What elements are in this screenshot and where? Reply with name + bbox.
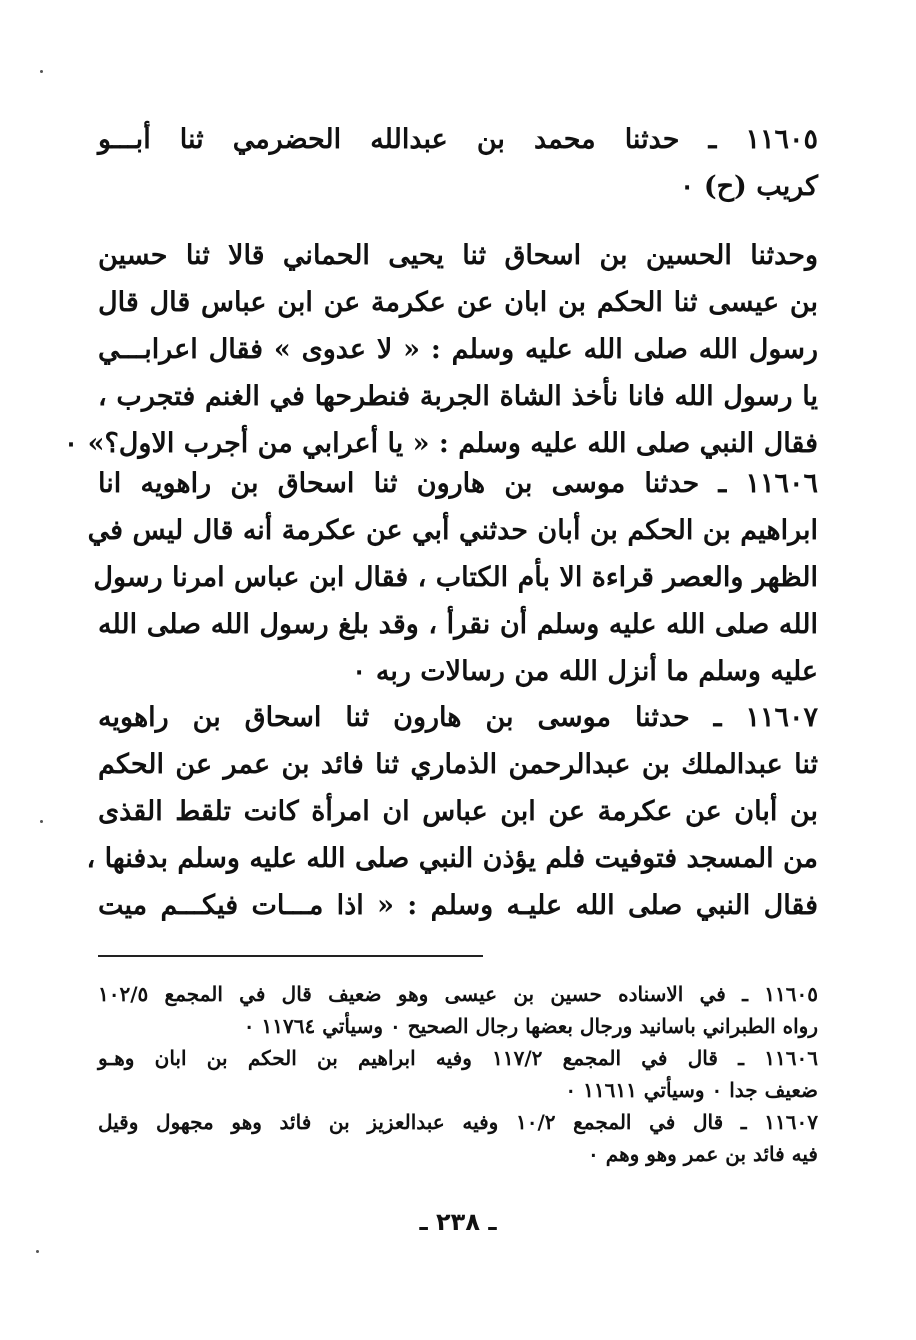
text-line: من المسجد فتوفيت فلم يؤذن النبي صلى الله عليه وسلم بدفنها ، [86, 843, 818, 874]
footnote-line: رواه الطبراني باسانيد ورجال بعضها رجال الصحيح ٠ وسيأتي ١١٧٦٤ ٠ [243, 1014, 818, 1038]
text-line: الظهر والعصر قراءة الا بأم الكتاب ، فقال ابن عباس امرنا رسول [93, 562, 818, 593]
footnote-line: فيه فائد بن عمر وهو وهم ٠ [588, 1142, 818, 1166]
text-line: ١١٦٠٧ ـ حدثنا موسى بن هارون ثنا اسحاق بن راهويه [98, 702, 818, 733]
text-line: رسول الله صلى الله عليه وسلم : « لا عدوى » فقال اعرابـــي [98, 334, 818, 365]
hadith-11605-body [63, 232, 818, 467]
text-line: ١١٦٠٦ ـ حدثنا موسى بن هارون ثنا اسحاق بن راهويه انا [98, 468, 818, 499]
scan-speck [40, 70, 43, 73]
text-line: عليه وسلم ما أنزل الله من رسالات ربه ٠ [351, 656, 818, 687]
hadith-11606 [87, 460, 818, 695]
text-line: فقال النبي صلى الله عليـه وسلم : « اذا مـــات فيكـــم ميت [98, 890, 818, 921]
scan-speck [40, 820, 43, 823]
footnote-line: ضعيف جدا ٠ وسيأتي ١١٦١١ ٠ [565, 1078, 818, 1102]
text-line: ١١٦٠٥ ـ حدثنا محمد بن عبدالله الحضرمي ثنا أبـــو [98, 124, 818, 155]
text-line: ابراهيم بن الحكم بن أبان حدثني أبي عن عكرمة أنه قال ليس في [87, 515, 818, 546]
footnote-line: ١١٦٠٧ ـ قال في المجمع ١٠/٢ وفيه عبدالعزيز بن فائد وهو مجهول وقيل [98, 1110, 818, 1134]
scan-speck [36, 1250, 39, 1253]
footnotes [98, 978, 818, 1170]
text-line: بن عيسى ثنا الحكم بن ابان عن عكرمة عن ابن عباس قال قال [98, 287, 818, 318]
text-line: وحدثنا الحسين بن اسحاق ثنا يحيى الحماني قالا ثنا حسين [98, 240, 818, 271]
text-line: كريب (ح) ٠ [679, 171, 818, 202]
hadith-11605-header [98, 116, 818, 210]
text-line: بن أبان عن عكرمة عن ابن عباس ان امرأة كانت تلقط القذى [98, 796, 818, 827]
footnote-line: ١١٦٠٦ ـ قال في المجمع ١١٧/٢ وفيه ابراهيم بن الحكم بن ابان وهـو [98, 1046, 818, 1070]
footnote-line: ١١٦٠٥ ـ في الاسناده حسين بن عيسى وهو ضعيف قال في المجمع ١٠٢/٥ [98, 982, 818, 1006]
text-line: ثنا عبدالملك بن عبدالرحمن الذماري ثنا فائد بن عمر عن الحكم [98, 749, 818, 780]
hadith-11607 [86, 694, 818, 929]
text-line: الله صلى الله عليه وسلم أن نقرأ ، وقد بلغ رسول الله صلى الله [98, 609, 818, 640]
text-line: يا رسول الله فانا نأخذ الشاة الجربة فنطرحها في الغنم فتجرب ، [98, 381, 818, 412]
footnote-divider [98, 955, 483, 957]
text-line: فقال النبي صلى الله عليه وسلم : « يا أعرابي من أجرب الاول؟» ٠ [63, 428, 818, 459]
page-number: ـ ٢٣٨ ـ [419, 1208, 497, 1236]
